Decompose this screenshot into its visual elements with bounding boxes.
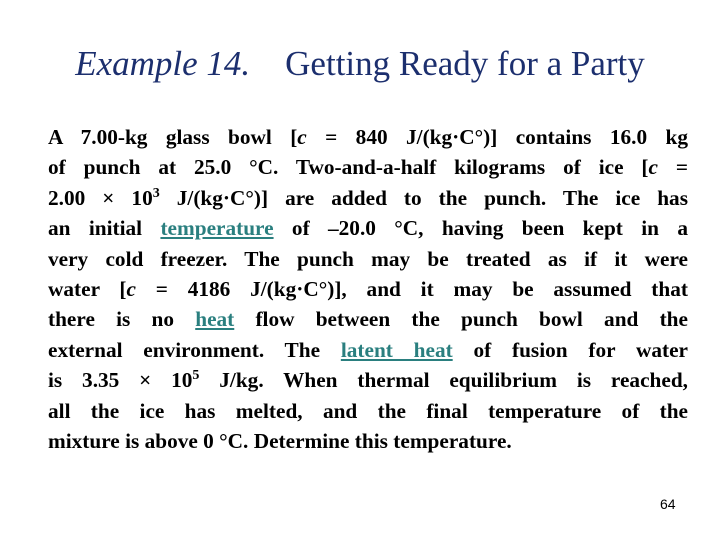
problem-line-1 [48, 122, 688, 152]
text-segment: water [ [48, 277, 127, 302]
text-segment: A 7.00-kg glass bowl [ [48, 125, 298, 149]
text-segment: J/(kg·C°)] are added to the punch. The ice has [159, 185, 688, 210]
temperature-link[interactable]: temperature [160, 216, 274, 241]
page-number: 64 [660, 496, 676, 512]
heat-link[interactable]: heat [195, 307, 235, 332]
text-segment: an initial [48, 216, 161, 241]
problem-line-7 [48, 304, 688, 334]
text-segment: of –20.0 °C, having been kept in a [273, 216, 688, 241]
slide-title [0, 44, 720, 84]
title-example-number: Example 14. [75, 44, 251, 83]
exponent: 3 [152, 185, 160, 201]
problem-line-11: mixture is above 0 °C. Determine this temperature. [48, 429, 512, 454]
problem-line-2 [48, 152, 688, 182]
title-text: Getting Ready for a Party [285, 44, 645, 83]
specific-heat-symbol: c [297, 125, 307, 149]
problem-line-3 [48, 183, 688, 213]
text-segment: 2.00 × 10 [48, 185, 153, 210]
text-segment: is 3.35 × 10 [48, 368, 193, 393]
text-segment: there is no [48, 307, 196, 332]
problem-line-8 [48, 335, 688, 365]
problem-statement [48, 122, 688, 456]
latent-heat-link[interactable]: latent heat [340, 337, 453, 362]
text-segment: = 840 J/(kg·C°)] contains 16.0 kg [306, 125, 689, 149]
text-segment: = 4186 J/(kg·C°)], and it may be assumed that [135, 277, 688, 302]
text-segment: of punch at 25.0 °C. Two-and-a-half kilograms of ice [ [48, 155, 649, 180]
text-segment: = [657, 155, 688, 180]
text-segment: external environment. The [48, 337, 341, 362]
problem-line-4 [48, 213, 688, 243]
text-segment: of fusion for water [452, 337, 688, 362]
specific-heat-symbol: c [648, 155, 658, 180]
exponent: 5 [192, 368, 200, 384]
problem-line-10: all the ice has melted, and the final temperature of the [48, 398, 688, 423]
problem-line-9 [48, 365, 688, 395]
specific-heat-symbol: c [126, 277, 136, 302]
problem-line-6 [48, 274, 688, 304]
text-segment: flow between the punch bowl and the [234, 307, 688, 332]
problem-line-5: very cold freezer. The punch may be treated as if it were [48, 246, 688, 271]
text-segment: J/kg. When thermal equilibrium is reached, [199, 368, 688, 393]
title-spacer [259, 44, 277, 83]
